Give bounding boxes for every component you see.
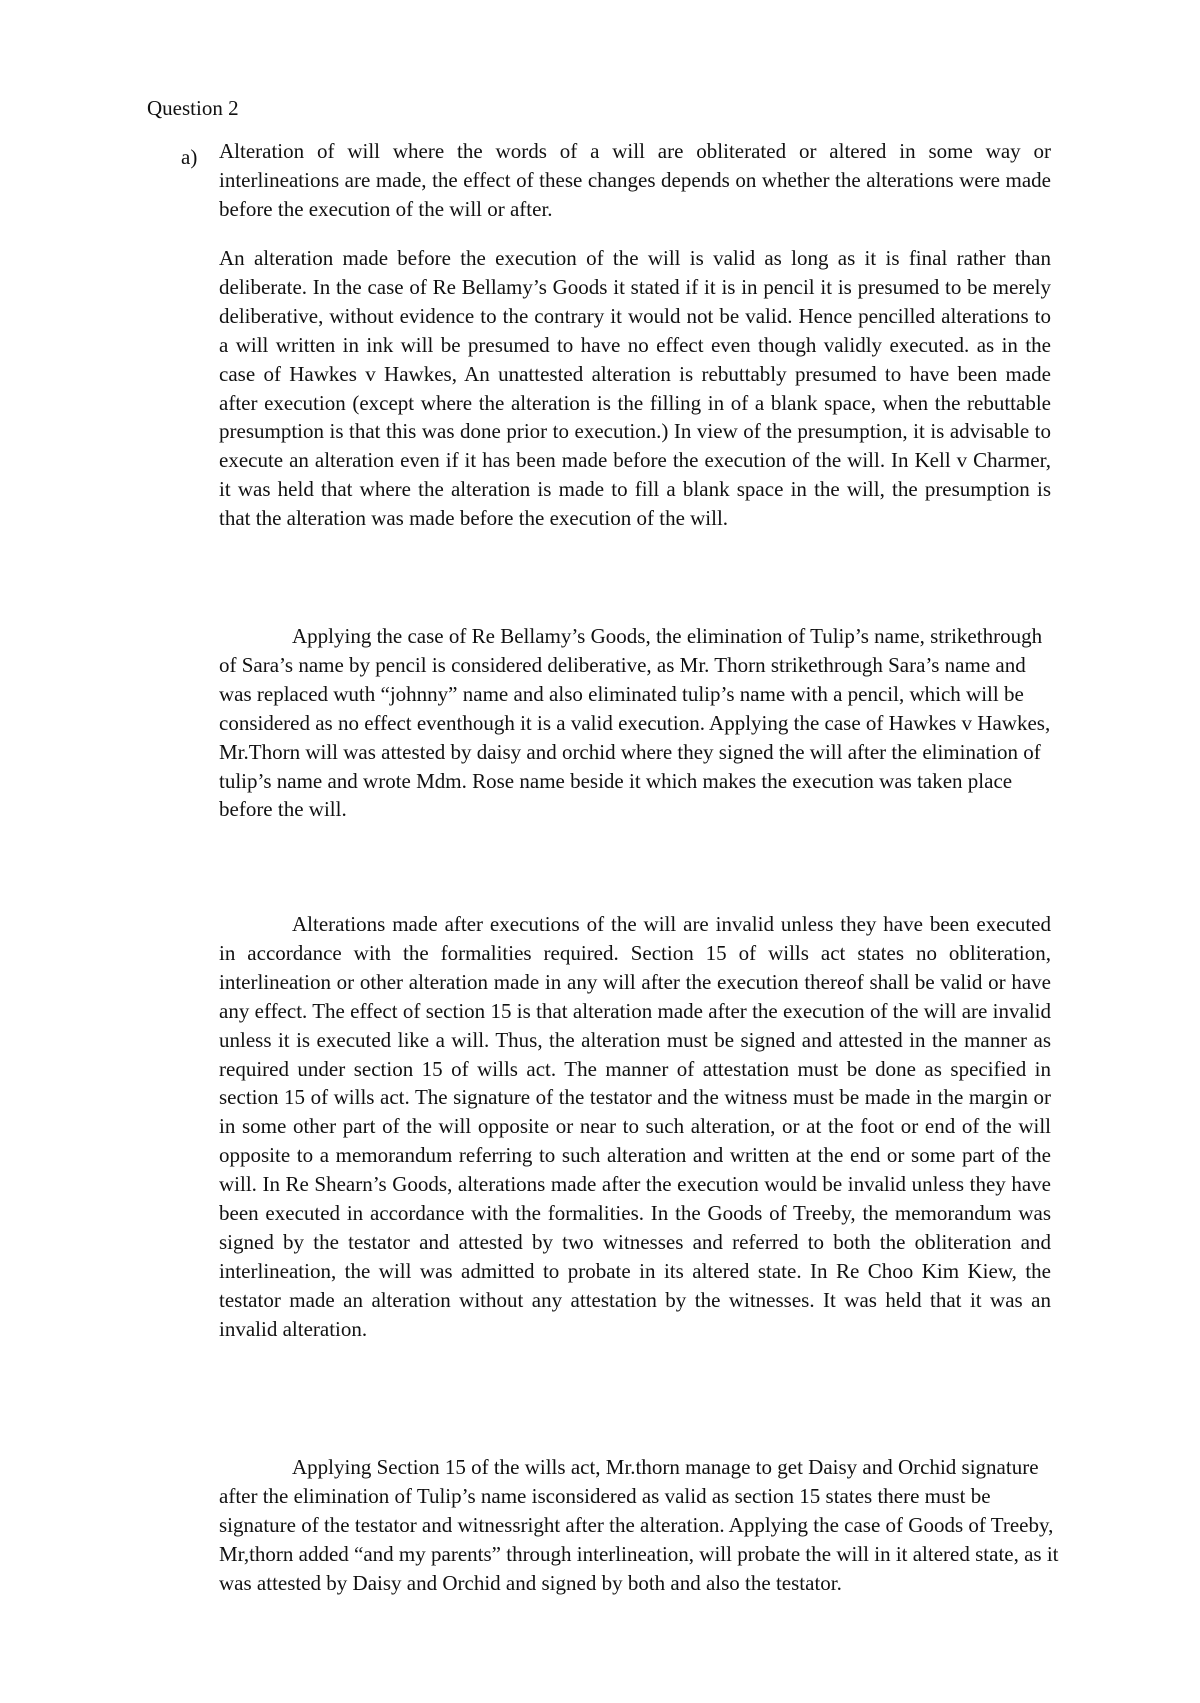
paragraph-applying-section-15: Applying Section 15 of the wills act, Mr.thorn manage to get Daisy and Orchid signature after the elimination of Tulip’s name isconsidered as valid as section 15 states there must be signature of the testator and witnessright after the alteration. Applying the case of Goods of Treeby, Mr,thorn added “and my parents” through interlineation, will probate the will in it altered state, as it was attested by Daisy and Orchid and signed by both and also the testator. bbox=[219, 1455, 1059, 1595]
paragraph-before-execution: An alteration made before the execution of the will is valid as long as it is final rather than deliberate. In the case of Re Bellamy’s Goods it stated if it is in pencil it is presumed to be merely deliberative, without evidence to the contrary it would not be valid. Hence pencilled alterations to a will written in ink will be presumed to have no effect even though validly executed. as in the case of Hawkes v Hawkes, An unattested alteration is rebuttably presumed to have been made after execution (except where the alteration is the filling in of a blank space, when the rebuttable presumption is that this was done prior to execution.) In view of the presumption, it is advisable to execute an alteration even if it has been made before the execution of the will. In Kell v Charmer, it was held that where the alteration is made to fill a blank space in the will, the presumption is that the alteration was made before the execution of the will. bbox=[219, 246, 1051, 531]
paragraph-intro: Alteration of will where the words of a will are obliterated or altered in some way or interlineations are made, the effect of these changes depends on whether the alterations were made before the execution of the will or after. bbox=[219, 139, 1051, 221]
question-title: Question 2 bbox=[147, 96, 239, 120]
list-item-marker: a) bbox=[181, 145, 198, 169]
paragraph-after-execution: Alterations made after executions of the will are invalid unless they have been executed in accordance with the formalities required. Section 15 of wills act states no obliteration, interlineation or other alteration made in any will after the execution thereof shall be valid or have any effect. The effect of section 15 is that alteration made after the execution of the will are invalid unless it is executed like a will. Thus, the alteration must be signed and attested in the manner as required under section 15 of wills act. The manner of attestation must be done as specified in section 15 of wills act. The signature of the testator and the witness must be made in the margin or in some other part of the will opposite or near to such alteration, or at the foot or end of the will opposite to a memorandum referring to such alteration and written at the end or some part of the will. In Re Shearn’s Goods, alterations made after the execution would be invalid unless they have been executed in accordance with the formalities. In the Goods of Treeby, the memorandum was signed by the testator and attested by two witnesses and referred to both the obliteration and interlineation, the will was admitted to probate in its altered state. In Re Choo Kim Kiew, the testator made an alteration without any attestation by the witnesses. It was held that it was an invalid alteration. bbox=[219, 912, 1051, 1341]
paragraph-applying-bellamy: Applying the case of Re Bellamy’s Goods, the elimination of Tulip’s name, strikethrough of Sara’s name by pencil is considered deliberative, as Mr. Thorn strikethrough Sara’s name and was replaced wuth “johnny” name and also eliminated tulip’s name with a pencil, which will be considered as no effect eventhough it is a valid execution. Applying the case of Hawkes v Hawkes, Mr.Thorn will was attested by daisy and orchid where they signed the will after the elimination of tulip’s name and wrote Mdm. Rose name beside it which makes the execution was taken place before the will. bbox=[219, 624, 1051, 822]
